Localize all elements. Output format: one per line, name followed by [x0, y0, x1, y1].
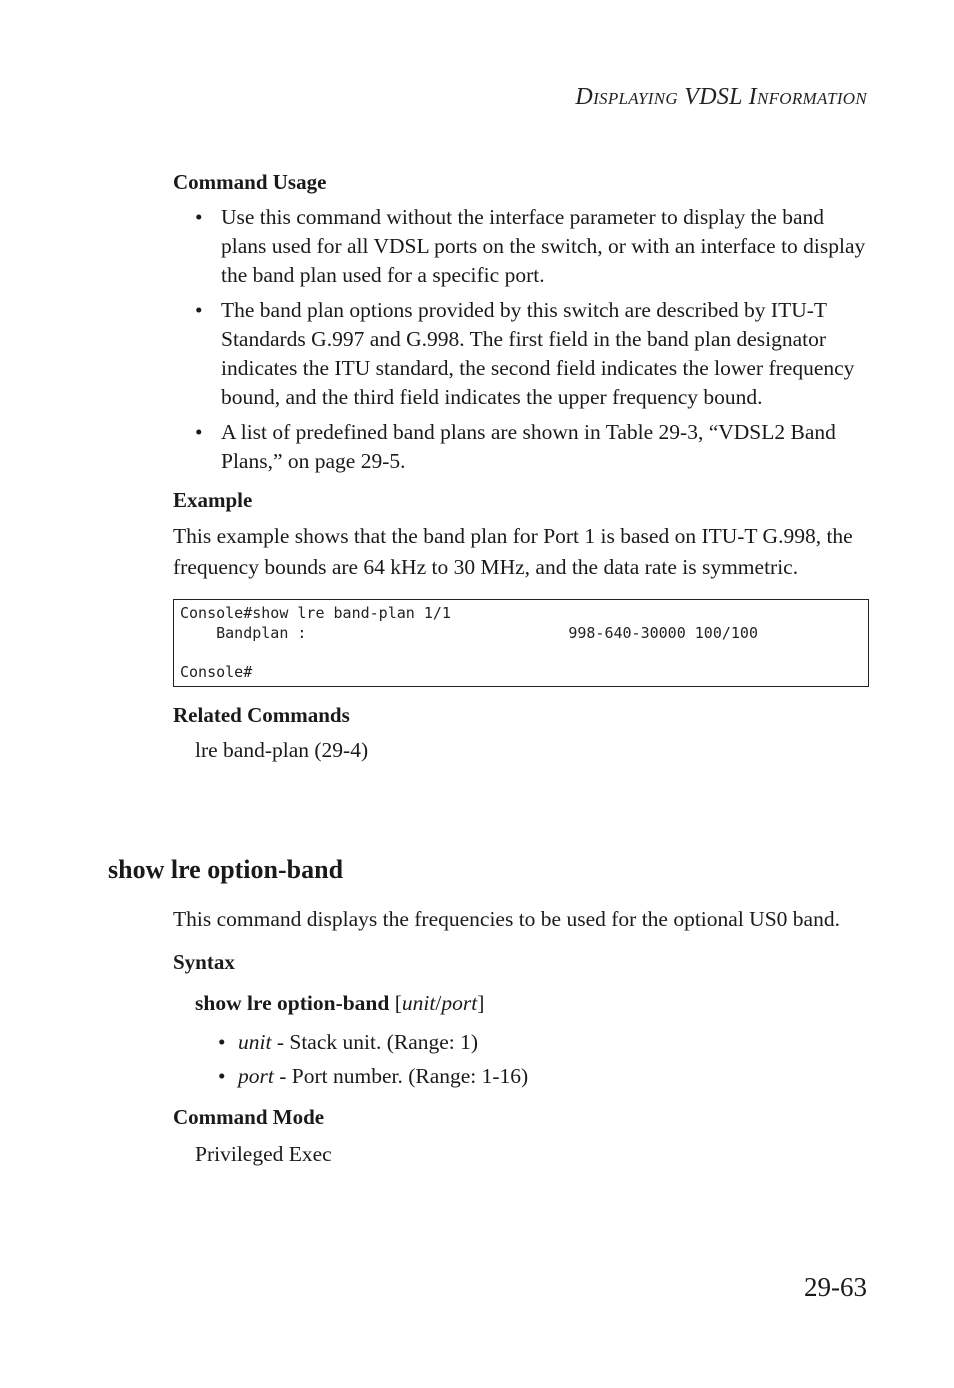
syntax-heading: Syntax [173, 950, 235, 974]
list-item [238, 1027, 869, 1058]
command-mode-heading: Command Mode [173, 1105, 325, 1129]
running-header [575, 84, 867, 111]
header-vdsl: VDSL [677, 84, 749, 110]
list-item: • The band plan options provided by this switch are described by ITU-T Standards G.997 and G.998. The first field in the band plan designator indicates the ITU standard, the second field indicates the lower frequency bound, and the third field indicates the upper frequency bound. [221, 296, 869, 412]
header-smallcaps-2: NFORMATION [756, 89, 867, 108]
parameter-list [173, 1027, 869, 1092]
syntax-line [173, 988, 869, 1019]
syntax-bracket-close: ] [477, 991, 485, 1015]
main-content [173, 168, 869, 765]
list-item: • Use this command without the interface parameter to display the band plans used for all VDSL ports on the switch, or with an interface to display the band plan used for a specific port. [221, 203, 869, 290]
syntax-bracket-open: [ [389, 991, 402, 1015]
syntax-slash: / [435, 991, 442, 1015]
section-description: This command displays the frequencies to be used for the optional US0 band. [173, 907, 840, 931]
command-usage-list [173, 203, 869, 476]
header-initial-d: D [575, 84, 594, 110]
param-desc: - Stack unit. (Range: 1) [271, 1030, 479, 1054]
syntax-command: show lre option-band [195, 991, 390, 1015]
code-line: Console# [180, 662, 253, 681]
command-usage-heading: Command Usage [173, 170, 327, 194]
list-item: • A list of predefined band plans are shown in Table 29-3, “VDSL2 Band Plans,” on page 29-5. [221, 418, 869, 476]
code-line [180, 643, 862, 663]
header-smallcaps-1: ISPLAYING [593, 89, 678, 108]
param-desc: - Port number. (Range: 1-16) [273, 1064, 529, 1088]
header-initial-i: I [748, 84, 757, 110]
command-mode-text: Privileged Exec [195, 1142, 332, 1166]
page-number: 29-63 [804, 1272, 867, 1302]
syntax-port: port [441, 991, 478, 1015]
console-output [173, 599, 869, 687]
code-line: Bandplan : 998-640-30000 100/100 [180, 623, 758, 642]
param-name: port [238, 1064, 274, 1088]
example-heading: Example [173, 488, 253, 512]
example-text: This example shows that the band plan for Port 1 is based on ITU-T G.998, the frequency bounds are 64 kHz to 30 MHz, and the data rate is symmetric. [173, 524, 853, 579]
related-commands-heading: Related Commands [173, 703, 350, 727]
related-command-link: lre band-plan (29-4) [195, 738, 369, 762]
section-title: show lre option-band [108, 855, 344, 884]
code-line: Console#show lre band-plan 1/1 [180, 604, 451, 622]
syntax-unit: unit [401, 991, 436, 1015]
list-item [238, 1061, 869, 1092]
param-name: unit [238, 1030, 272, 1054]
section-content [173, 904, 869, 1170]
